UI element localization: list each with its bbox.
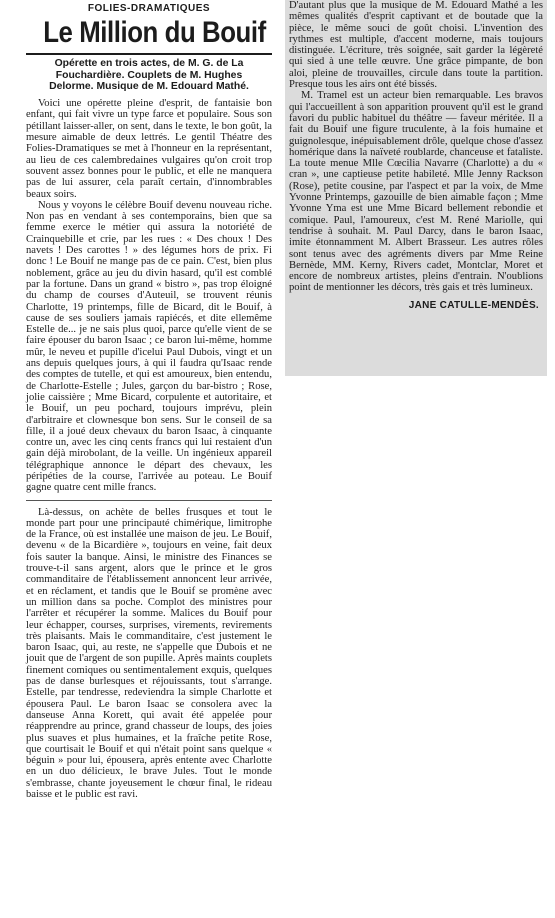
title-divider <box>26 53 272 55</box>
author-signature: JANE CATULLE-MENDÈS. <box>408 299 539 311</box>
body-paragraph: Là-dessus, on achète de belles frusques et tout le monde part pour une principauté chimérique, limitrophe de la France, où est installée une maison de jeu. Le Bouif, devenu « de la Bicardière », toujours en veine, fait deux fois sauter la banque. Ainsi, le ministre des Finances se trouve-t-il sans argent, alors que le prince et le gros commanditaire de l'établissement annoncent leur arrivée, et en réclament, et tandis que le Bouif se promène avec un million dans sa poche. Complot des ministres pour l'arrêter et récupérer la somme. Malices du Bouif pour leur échapper, courses, surprises, virements, revirements très plaisants. Mais le commanditaire, c'est justement le baron Isaac, qui, au reste, ne s'appelle que Dubois et ne jouit que de l'argent de son pupille. Après maints couplets finement comiques ou sentimentalement exquis, quelques pas de danse burlesques et réjouissants, tout s'arrange. Estelle, par tendresse, redeviendra la simple Charlotte et épousera Paul. Le baron Isaac se consolera avec la danseuse Anna Korett, qui avait été appelée pour réapprendre au prince, grand chasseur de loups, des joies plus suaves et plus humaines, et la fraîche petite Rose, que courtisait le Bouif et qui n'était point sans quelque « béguin » pour lui, épousera, après entente avec Charlotte en un duo délicieux, le brave Jules. Tout le monde s'embrasse, chante joyeusement le chœur final, le rideau baisse et le public est ravi. <box>26 506 272 800</box>
left-column <box>26 0 272 800</box>
article-title: Le Million du Bouif <box>43 16 266 50</box>
section-rubric: FOLIES-DRAMATIQUES <box>87 3 211 14</box>
right-column <box>285 0 547 376</box>
body-paragraph: Voici une opérette pleine d'esprit, de fantaisie bon enfant, qui fait vivre un type farce et populaire. Sous son pétillant laisser-aller, on sent, dans le texte, le bon goût, la mesure aimable de deux lettrés. Le gentil Théatre des Folies-Dramatiques se met à l'honneur en la représentant, au lieu de ces calembredaines vulgaires qu'on croit trop souvent assez bonnes pour le public, et elle ne manquera pas de lui assurer, cela paraît certain, d'innombrables beaux soirs. <box>26 98 272 200</box>
body-paragraph: M. Tramel est un acteur bien remarquable. Les bravos qui l'accueillent à son apparition prouvent qu'il est le grand favori du public habituel du théâtre — faveur méritée. Il a fait du Bouif une figure truculente, à la fois humaine et guignolesque, inépuisablement drôle, quelque chose d'assez homérique dans la naïveté roublarde, chanceuse et fataliste. La toute menue Mlle Cœcilia Navarre (Charlotte) a du « cran », une captieuse petite habileté. Mlle Jenny Rackson (Rose), petite cousine, par l'aspect et par la voix, de Mme Yvonne Printemps, gazouille de bien aimable façon ; Mme Yvonne Yma est une Mme Bicard bellement rebondie et comique. Paul, l'amoureux, c'est M. René Mariolle, qui tendrise à souhait. M. Paul Darcy, dans le baron Isaac, imite étonnamment M. Albert Brasseur. Les autres rôles sont tenus avec des agréments divers par Mme Reine Bernède, MM. Kerny, Rivers cadet, Montclar, Moret et encore de nombreux artistes, pleins d'entrain. N'oublions point de mentionner les décors, très gais et très lumineux. <box>289 90 543 294</box>
body-paragraph: D'autant plus que la musique de M. Edouard Mathé a les mêmes qualités d'esprit captivant et de boutade que la pièce, le même souci de goût choisi. L'invention des rythmes est multiple, d'accent moderne, mais toujours distinguée. L'écriture, très soignée, sait garder la légèreté qui sied à une telle œuvre. Une grâce pimpante, de bon aloi, pleine de trouvailles, circule dans toute la partition. Presque tous les airs ont été bissés. <box>289 0 543 91</box>
body-paragraph: Nous y voyons le célèbre Bouif devenu nouveau riche. Non pas en vendant à ses contemporains, bien que sa femme exerce le métier qui assura la notoriété de Crainquebille et crie, par les rues : « Des choux ! Des navets ! Des carottes ! » des légumes hors de prix. Fi donc ! Le Bouif ne mange pas de ce pain. C'est, bien plus noblement, grâce au jeu du divin hasard, qu'il est comblé par la fortune. Dans un grand « bistro », pas trop éloigné du champ de courses d'Auteuil, se trouvent réunis Charlotte, 19 printemps, fille de Bicard, dit le Bouif, à cause de ses souliers jamais rapiécés, et dite ellemême Estelle de... je ne sais plus quoi, parce qu'elle vient de se faire épouser du baron Isaac ; ce baron lui-même, homme mûr, le neveu et pupille d'icelui Paul Dubois, vingt et un ans depuis quelques jours, à qui il faudra qu'Isaac rende des comptes de tutelle, et qui est amoureux, bien entendu, de Charlotte-Estelle ; Jules, garçon du bar-bistro ; Rose, jolie caissière ; Mme Bicard, corpulente et autoritaire, et le Bouif, un peu pochard, toujours imprévu, plein d'arbitraire et clownesque bon sens. Sur le conseil de sa fille, il a joué deux chevaux du baron Isaac, à cinquante contre un, avec les cinq cents francs qui lui restaient d'un gain déjà mirobolant, de la veille. Un ingénieux appareil télégraphique annonce le départ des chevaux, les péripéties de la course, l'arrivée au poteau. Le Bouif gagne quatre cent mille francs. <box>26 199 272 494</box>
article-subtitle: Opérette en trois actes, de M. G. de La Fouchardière. Couplets de M. Hughes Delorme. Musique de M. Edouard Mathé. <box>49 58 249 92</box>
paragraph-divider <box>26 500 272 501</box>
